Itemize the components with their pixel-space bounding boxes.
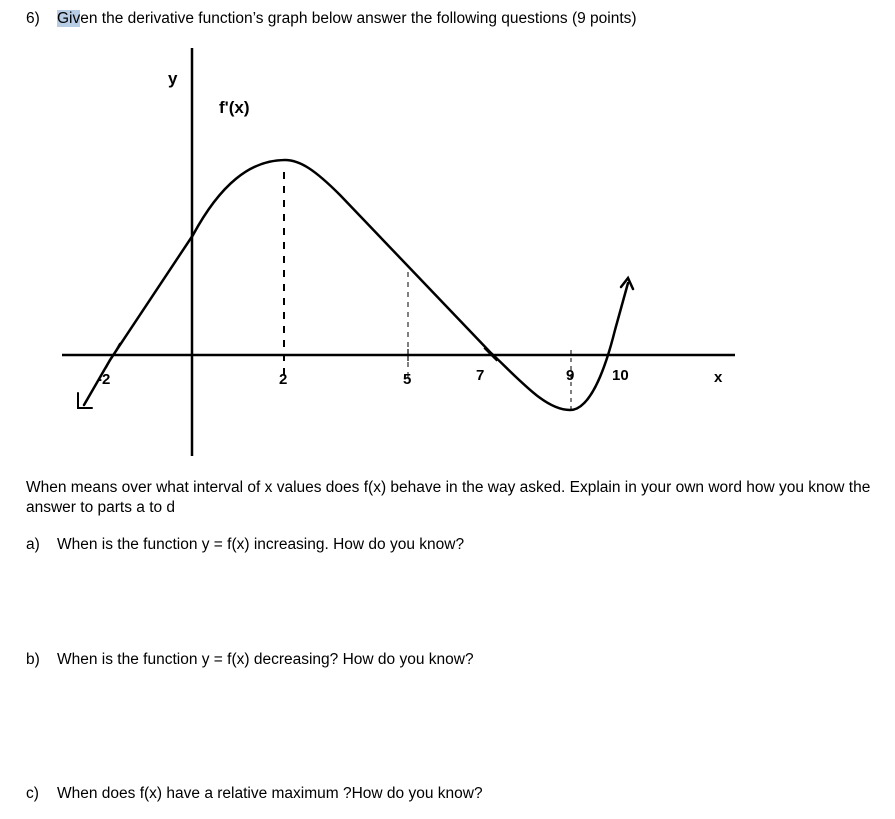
part-a-text: When is the function y = f(x) increasing. How do you know?: [57, 536, 465, 553]
x-axis-label: x: [714, 369, 723, 386]
part-c-text: When does f(x) have a relative maximum ?How do you know?: [57, 785, 483, 802]
part-a: [26, 536, 464, 554]
part-a-label: a): [26, 536, 40, 553]
instructions-paragraph: When means over what interval of x values does f(x) behave in the way asked. Explain in your own word how you know the answer to parts a to d: [26, 479, 871, 516]
tick-label-7: 7: [476, 367, 485, 384]
tick-label-9: 9: [566, 367, 575, 384]
derivative-curve: [84, 160, 628, 410]
tick-label-5: 5: [403, 371, 412, 388]
question-number: 6): [26, 10, 40, 27]
tick-label-10: 10: [612, 367, 629, 384]
part-c-label: c): [26, 785, 39, 802]
y-axis-label: y: [168, 69, 178, 88]
part-b-text: When is the function y = f(x) decreasing? How do you know?: [57, 651, 474, 668]
part-b-label: b): [26, 651, 40, 668]
part-b: [26, 651, 474, 669]
tick-label-neg2: -2: [97, 371, 111, 388]
tick-label-2: 2: [279, 371, 288, 388]
curve-label: f'(x): [219, 98, 250, 117]
question-text: en the derivative function’s graph below answer the following questions (9 points): [80, 10, 637, 27]
part-c: [26, 785, 483, 803]
highlighted-text: Giv: [57, 10, 81, 27]
